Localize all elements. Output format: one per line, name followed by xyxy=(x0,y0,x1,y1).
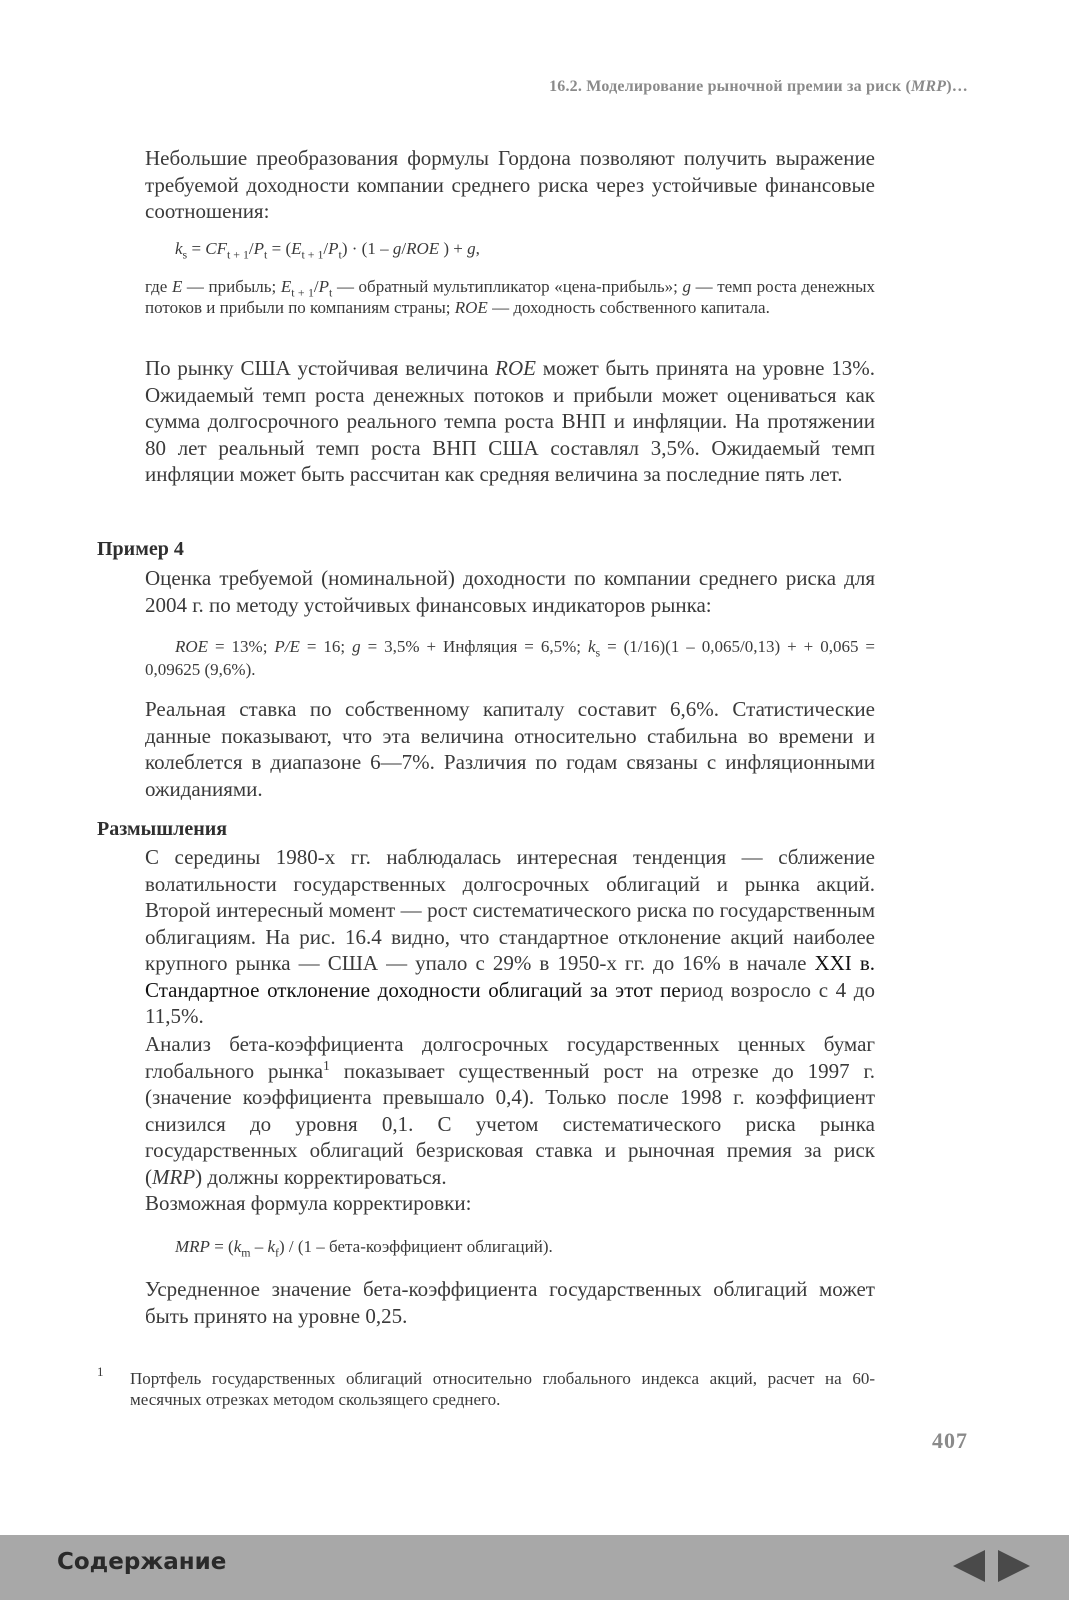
beta-text: ) должны корректироваться. xyxy=(195,1164,447,1189)
bottom-navigation-bar xyxy=(0,1535,1069,1600)
ex-sub: s xyxy=(595,645,601,660)
intro-paragraph: Небольшие преобразования формулы Гордона позволяют получить выражение требуемой доходности компании среднего риска через устойчивые финансовые соотношения: xyxy=(145,146,875,223)
mrp-formula xyxy=(175,1236,553,1258)
def-text: — доходность собственного капитала. xyxy=(487,298,770,317)
formula-sub: t xyxy=(338,247,342,262)
average-paragraph: Усредненное значение бета-коэффициента государственных облигаций может быть принято на уровне 0,25. xyxy=(145,1277,875,1328)
formula-e: E xyxy=(291,239,302,258)
footnote-ref[interactable]: 1 xyxy=(323,1057,330,1073)
mrp-var: k xyxy=(267,1237,276,1256)
formula-p: P xyxy=(328,239,339,258)
triangle-left-icon[interactable] xyxy=(953,1550,985,1582)
ex-text: = 16; xyxy=(299,637,353,656)
refl-text-dark: XXI в. Стандартное отклонение доходности облигаций за этот пе xyxy=(145,951,875,1002)
ex-text: = (1/16)(1 – 0,065/0,13) + + 0,065 = 0,09625 (9,6%). xyxy=(145,637,876,679)
mrp-sub: m xyxy=(241,1245,251,1260)
formula-sub: t + 1 xyxy=(227,247,249,262)
formula-part: , xyxy=(475,239,480,258)
reflections-heading: Размышления xyxy=(97,818,228,840)
ex-var: ROE xyxy=(175,637,209,656)
us-text: По рынку США устойчивая величина xyxy=(145,356,496,380)
def-text: — прибыль; xyxy=(182,277,281,296)
formula-intro: Возможная формула корректировки: xyxy=(145,1191,472,1215)
ex-var: P/E xyxy=(274,637,300,656)
formula-k: k xyxy=(175,239,183,258)
def-text: / xyxy=(313,277,319,296)
running-head xyxy=(0,78,968,96)
formula-p: P xyxy=(253,239,265,258)
mrp-text: ) / (1 – бета-коэффициент облигаций). xyxy=(279,1237,553,1256)
mrp-sub: f xyxy=(275,1245,279,1260)
mrp-var: k xyxy=(233,1237,242,1256)
mrp-text: – xyxy=(250,1237,268,1256)
us-paragraph xyxy=(145,355,875,488)
def-var: P xyxy=(318,277,330,296)
mrp-text: = ( xyxy=(209,1237,234,1256)
def-text: — обратный мультипликатор «цена-прибыль»; xyxy=(332,277,683,296)
ex-text: = 3,5% + Инфляция = 6,5%; xyxy=(360,637,588,656)
beta-text: Анализ бета-коэффициента долгосрочных государственных ценных бумаг глобального рынка xyxy=(145,1032,875,1083)
example-formula xyxy=(145,635,875,681)
formula-part: = ( xyxy=(267,239,292,258)
ex-var: g xyxy=(352,637,361,656)
def-var: ROE xyxy=(454,298,488,317)
formula-g: g xyxy=(467,239,476,258)
def-text: — темп роста денежных потоков и прибыли по компаниям страны; xyxy=(145,277,876,317)
beta-mrp: MRP xyxy=(152,1164,196,1189)
refl-text: риод возросло с 4 до 11,5%. xyxy=(145,977,875,1028)
formula-sub: t xyxy=(264,247,268,262)
reflections-paragraph xyxy=(145,844,875,1030)
formula-part: / xyxy=(248,239,254,258)
formula-roe: ROE xyxy=(406,239,440,258)
triangle-right-icon[interactable] xyxy=(998,1550,1030,1582)
formula-sub: t + 1 xyxy=(301,247,324,262)
real-rate-paragraph: Реальная ставка по собственному капиталу составит 6,6%. Статистические данные показывают, что эта величина относительно стабильна во времени и колеблется в диапазоне 6—7%. Различия по годам связаны с инфляционными ожиданиями. xyxy=(145,697,875,801)
page-number: 407 xyxy=(932,1428,968,1453)
formula-cf: CF xyxy=(205,239,228,258)
running-head-prefix: 16.2. Моделирование рыночной премии за риск ( xyxy=(549,78,911,95)
formula-sub-s: s xyxy=(182,247,188,262)
us-roe: ROE xyxy=(495,356,536,380)
def-var: E xyxy=(171,277,183,296)
footnote-mark: 1 xyxy=(97,1364,104,1379)
def-text: где xyxy=(145,277,172,296)
formula-g: g xyxy=(392,239,402,258)
formula-part: / xyxy=(401,239,407,258)
example-paragraph: Оценка требуемой (номинальной) доходности по компании среднего риска для 2004 г. по методу устойчивых финансовых индикаторов рынка: xyxy=(145,566,875,617)
running-head-italic: MRP xyxy=(910,78,947,95)
formula-part: ) · (1 – xyxy=(341,239,393,258)
def-var: E xyxy=(280,277,292,296)
example-heading: Пример 4 xyxy=(97,538,184,560)
definitions xyxy=(145,276,875,318)
beta-text: показывает существенный рост на отрезке до 1997 г. (значение коэффициента превышало 0,4). Только после 1998 г. коэффициент снизился до уровня 0,1. С учетом систематического риска рынка государственных облигаций безрисковая ставка и рыночная премия за риск ( xyxy=(145,1058,876,1189)
formula-part: / xyxy=(323,239,329,258)
footnote-text: Портфель государственных облигаций относительно глобального индекса акций, расчет на 60-месячных отрезках методом скользящего среднего. xyxy=(130,1369,875,1409)
def-sub: t + 1 xyxy=(291,285,314,300)
formula-part: ) + xyxy=(439,239,468,258)
ex-text: = 13%; xyxy=(208,637,275,656)
beta-paragraph xyxy=(145,1031,875,1190)
gordon-formula xyxy=(175,238,480,260)
running-head-suffix: )… xyxy=(946,78,968,95)
us-text: может быть принята на уровне 13%. Ожидаемый темп роста денежных потоков и прибыли может оцениваться как сумма долгосрочного реального темпа роста ВНП и инфляции. На протяжении 80 лет реальный темп роста ВНП США составлял 3,5%. Ожидаемый темп инфляции может быть рассчитан как средняя величина за последние пять лет. xyxy=(145,356,876,486)
formula-part: = xyxy=(187,239,206,258)
def-sub: t xyxy=(329,285,333,300)
mrp-var: MRP xyxy=(175,1237,210,1256)
contents-link[interactable]: Содержание xyxy=(57,1549,227,1575)
refl-text: С середины 1980-х гг. наблюдалась интересная тенденция — сближение волатильности государственных долгосрочных облигаций и рынка акций. Второй интересный момент — рост систематического риска по государственным облигациям. На рис. 16.4 видно, что стандартное отклонение акций наиболее крупного рынка — США — упало с 29% в 1950-х гг. до 16% в начале xyxy=(145,845,875,975)
ex-var: k xyxy=(587,637,596,656)
def-var: g xyxy=(682,277,691,296)
